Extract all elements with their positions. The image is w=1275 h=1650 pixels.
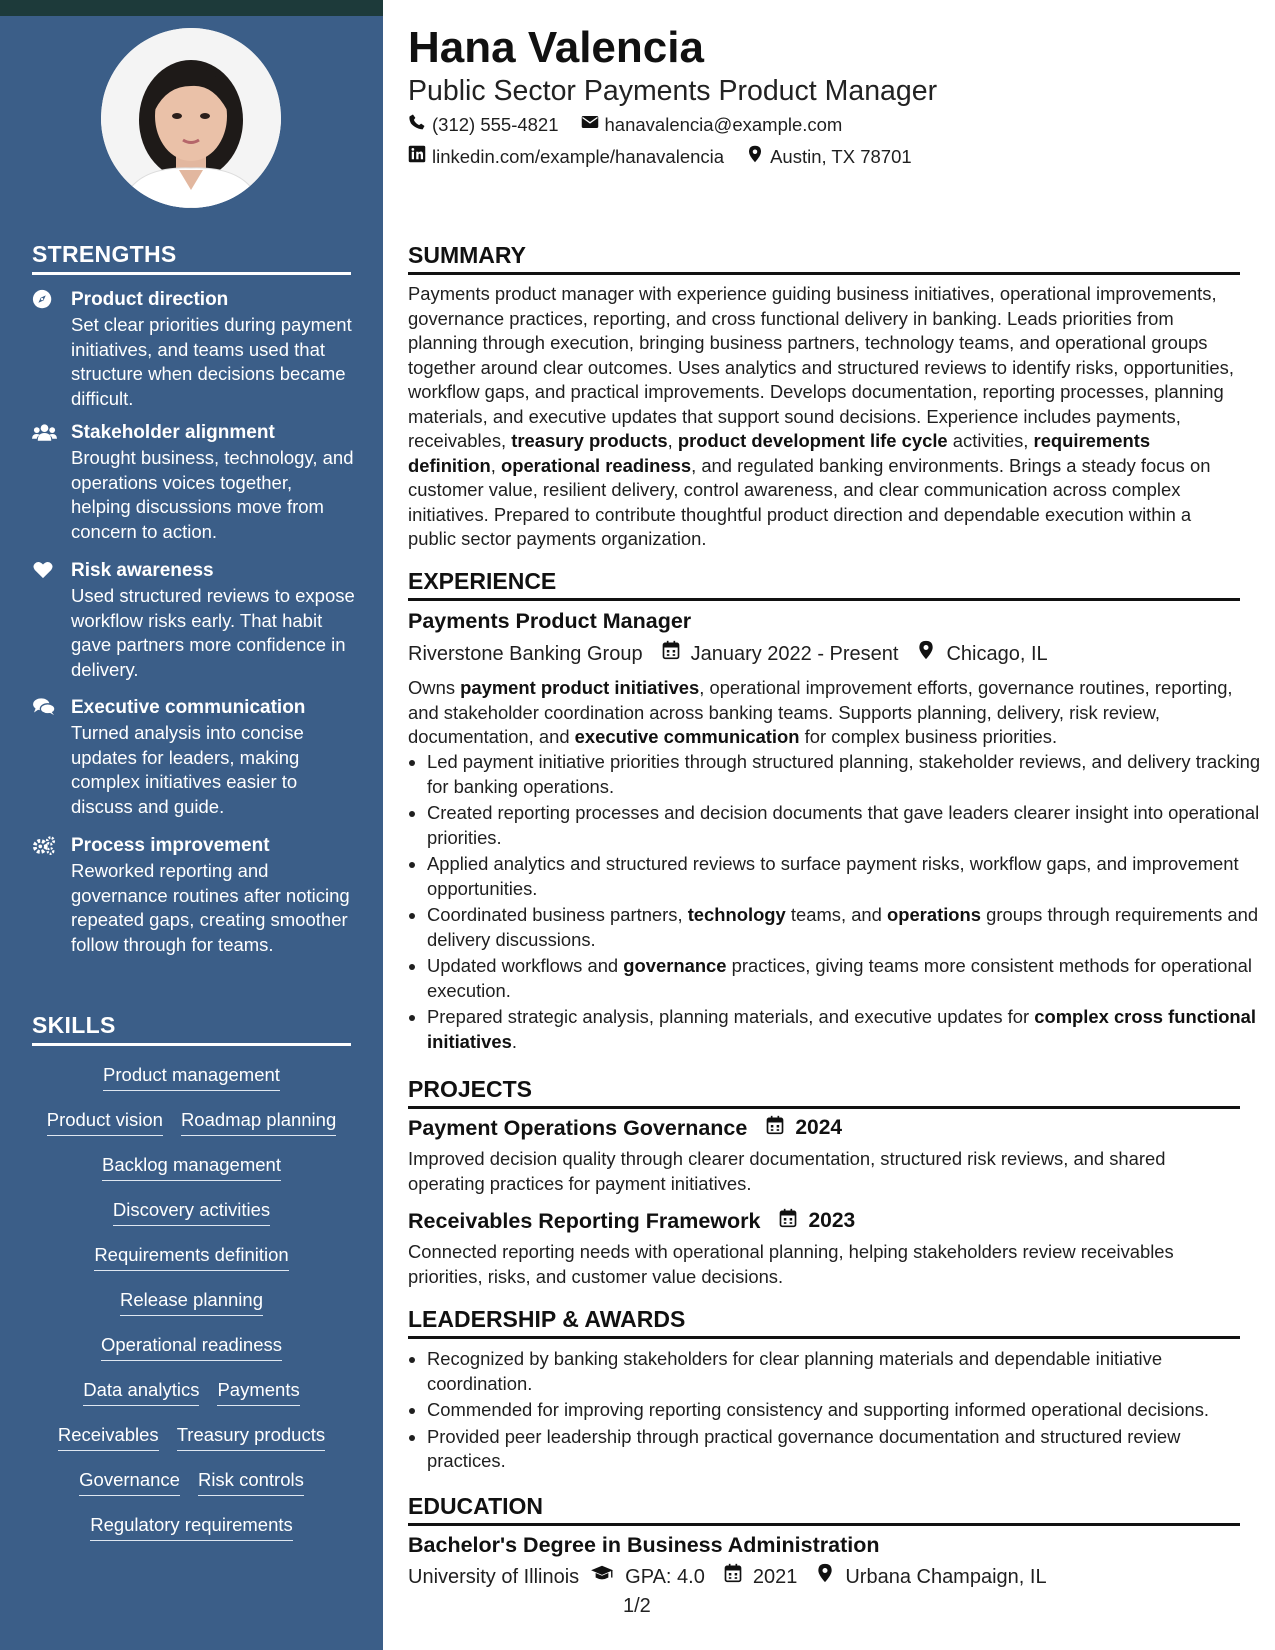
experience-bullets — [408, 750, 1262, 1056]
skills-row — [32, 1108, 351, 1136]
job-location: Chicago, IL — [946, 642, 1048, 665]
summary-heading: SUMMARY — [408, 241, 1240, 275]
profile-photo — [101, 28, 281, 208]
skills-row — [32, 1288, 351, 1316]
linkedin-link[interactable]: linkedin.com/example/hanavalencia — [432, 146, 725, 167]
education-location: Urbana Champaign, IL — [845, 1565, 1047, 1588]
project-title: Payment Operations Governance — [408, 1116, 748, 1140]
users-icon — [32, 422, 56, 444]
bullet-text: teams, and — [785, 904, 887, 925]
education-heading: EDUCATION — [408, 1492, 1240, 1526]
strength-title: Product direction — [71, 289, 229, 310]
job-title: Payments Product Manager — [408, 609, 692, 633]
list-item — [427, 852, 1262, 901]
summary-keyword: operational readiness — [500, 454, 692, 476]
skill-tag: Regulatory requirements — [90, 1513, 293, 1541]
job-keyword: payment product initiatives — [460, 677, 700, 698]
job-intro-part: , operational improvement efforts, governance routines, reporting, and stakeholder coordination across banking teams. Supports planning, delivery, risk review, documentation, and — [408, 677, 1233, 747]
bullet-text: Commended for improving reporting consistency and supporting informed operational decisions. — [427, 1399, 1210, 1420]
job-meta — [408, 640, 1048, 667]
graduation-cap-icon — [589, 1563, 625, 1590]
list-item — [427, 903, 1262, 952]
summary-keyword: product development life cycle — [677, 430, 948, 451]
summary-text-part: , — [490, 454, 501, 476]
awards-heading: LEADERSHIP & AWARDS — [408, 1305, 1240, 1339]
strengths-heading: STRENGTHS — [32, 241, 351, 275]
bullet-text: Applied analytics and structured reviews to surface payment risks, workflow gaps, and improvement opportunities. — [427, 853, 1239, 899]
bullet-text: . — [511, 1030, 517, 1052]
map-marker-icon — [916, 640, 946, 667]
phone-icon — [408, 113, 426, 137]
contact-row — [408, 145, 912, 169]
bullet-text: Recognized by banking stakeholders for clear planning materials and dependable initiative coordination. — [427, 1348, 1163, 1394]
compass-icon — [32, 289, 56, 311]
skills-row — [32, 1198, 351, 1226]
strength-description: Brought business, technology, and operations voices together, helping discussions move from concern to action. — [71, 447, 354, 542]
skills-row — [32, 1333, 351, 1361]
company-name: Riverstone Banking Group — [408, 642, 643, 665]
bullet-text: Provided peer leadership through practical governance documentation and structured review practices. — [427, 1425, 1181, 1471]
skill-tag: Receivables — [58, 1423, 159, 1451]
job-dates: January 2022 - Present — [690, 642, 899, 665]
location-text: Austin, TX 78701 — [770, 146, 912, 167]
skill-tag: Operational readiness — [101, 1333, 282, 1361]
candidate-title: Public Sector Payments Product Manager — [408, 75, 938, 107]
job-intro — [408, 676, 1243, 750]
project-year: 2023 — [808, 1209, 856, 1232]
summary-text — [408, 282, 1243, 552]
job-intro-part: Owns — [408, 677, 461, 698]
strength-title: Executive communication — [71, 697, 306, 718]
school-name: University of Illinois — [408, 1565, 580, 1588]
page-number: 1/2 — [623, 1595, 651, 1617]
project-description: Connected reporting needs with operational planning, helping stakeholders review receivables priorities, risks, and customer value decisions. — [408, 1241, 1174, 1287]
bullet-keyword: governance — [623, 955, 727, 976]
strength-title: Process improvement — [71, 835, 270, 856]
list-item — [427, 954, 1262, 1003]
bullet-text: practices, giving teams more consistent methods for operational execution. — [427, 955, 1252, 1001]
bullet-text: Created reporting processes and decision documents that gave leaders clearer insight into operational priorities. — [427, 802, 1260, 848]
education-meta — [408, 1563, 1047, 1590]
summary-keyword: requirements definition — [408, 430, 1151, 476]
bullet-text: Prepared strategic analysis, planning materials, and executive updates for — [427, 1006, 1035, 1027]
email-link[interactable]: hanavalencia@example.com — [604, 114, 843, 135]
job-intro-part: for complex business priorities. — [799, 726, 1058, 747]
skills-row — [32, 1153, 351, 1181]
bullet-text: groups through requirements and delivery discussions. — [427, 904, 1259, 950]
list-item — [427, 1425, 1262, 1474]
contact-row — [408, 113, 842, 137]
skill-tag: Product vision — [47, 1108, 163, 1136]
skills-row — [32, 1513, 351, 1541]
bullet-keyword: operations — [886, 904, 981, 925]
gpa-text: GPA: 4.0 — [625, 1565, 705, 1588]
calendar-icon — [723, 1563, 753, 1590]
strength-description: Used structured reviews to expose workflow risks early. That habit gave partners more confidence in delivery. — [71, 585, 355, 680]
skills-row — [32, 1063, 351, 1091]
project-title: Receivables Reporting Framework — [408, 1209, 761, 1233]
sidebar — [0, 16, 383, 1650]
calendar-icon — [778, 1208, 808, 1235]
bullet-keyword: technology — [687, 904, 786, 925]
phone-number[interactable]: (312) 555-4821 — [432, 114, 559, 135]
strength-description: Turned analysis into concise updates for leaders, making complex initiatives easier to discuss and guide. — [71, 722, 304, 817]
skill-tag: Discovery activities — [113, 1198, 270, 1226]
skill-tag: Product management — [103, 1063, 280, 1091]
bullet-text: Coordinated business partners, — [427, 904, 688, 925]
skill-tag: Treasury products — [177, 1423, 325, 1451]
map-marker-icon — [815, 1563, 845, 1590]
map-marker-icon — [746, 145, 764, 169]
strength-description: Reworked reporting and governance routines after noticing repeated gaps, creating smoother follow through for teams. — [71, 860, 350, 955]
skills-row — [32, 1468, 351, 1496]
summary-text-part: activities, — [947, 430, 1034, 451]
calendar-icon — [765, 1115, 795, 1142]
list-item — [427, 1398, 1262, 1423]
summary-keyword: treasury products — [511, 430, 668, 451]
cogs-icon — [32, 835, 56, 857]
calendar-icon — [661, 640, 691, 667]
skill-tag: Risk controls — [198, 1468, 304, 1496]
project-header — [408, 1114, 842, 1142]
linkedin-icon — [408, 145, 426, 169]
skills-heading: SKILLS — [32, 1012, 351, 1046]
heart-icon — [32, 560, 56, 582]
project-description: Improved decision quality through clearer documentation, structured risk reviews, and shared operating practices for payment initiatives. — [408, 1148, 1166, 1194]
strength-description: Set clear priorities during payment initiatives, and teams used that structure when decisions became difficult. — [71, 314, 352, 409]
list-item — [427, 750, 1262, 799]
summary-text-part: , and regulated banking environments. Brings a steady focus on customer value, resilient delivery, control awareness, and clear communication across complex initiatives. Prepared to contribute thoughtful product direction and dependable execution within a public sector payments organization. — [408, 454, 1211, 549]
skills-row — [32, 1423, 351, 1451]
list-item — [427, 801, 1262, 850]
bullet-keyword: complex cross functional initiatives — [427, 1006, 1256, 1052]
list-item — [427, 1005, 1262, 1054]
skill-tag: Requirements definition — [94, 1243, 288, 1271]
job-keyword: executive communication — [574, 726, 800, 747]
project-year: 2024 — [795, 1116, 843, 1139]
skill-tag: Data analytics — [83, 1378, 199, 1406]
skills-row — [32, 1243, 351, 1271]
envelope-icon — [581, 113, 599, 137]
awards-list — [408, 1347, 1262, 1476]
skill-tag: Backlog management — [102, 1153, 281, 1181]
skill-tag: Payments — [217, 1378, 299, 1406]
bullet-text: Updated workflows and — [427, 955, 624, 976]
candidate-name: Hana Valencia — [408, 23, 704, 72]
strength-title: Stakeholder alignment — [71, 422, 275, 443]
skills-row — [32, 1378, 351, 1406]
strength-title: Risk awareness — [71, 560, 214, 581]
comments-icon — [32, 697, 56, 719]
graduation-year: 2021 — [752, 1565, 798, 1588]
degree-title: Bachelor's Degree in Business Administration — [408, 1533, 880, 1557]
bullet-text: Led payment initiative priorities through structured planning, stakeholder reviews, and delivery tracking for banking operations. — [427, 751, 1261, 797]
top-accent-bar — [0, 0, 383, 16]
project-header — [408, 1207, 855, 1235]
projects-heading: PROJECTS — [408, 1075, 1240, 1109]
skill-tag: Governance — [79, 1468, 180, 1496]
summary-text-part: Payments product manager with experience guiding business initiatives, operational improvements, governance practices, reporting, and cross functional delivery in banking. Leads priorities from planning through execution, bringing business partners, technology teams, and operational groups together around clear outcomes. Uses analytics and structured reviews to identify risks, opportunities, workflow gaps, and practical improvements. Develops documentation, reporting processes, planning materials, and executive updates that support sound decisions. Experience includes payments, receivables, — [408, 283, 1234, 451]
summary-text-part: , — [667, 430, 678, 451]
list-item — [427, 1347, 1262, 1396]
skill-tag: Release planning — [120, 1288, 263, 1316]
experience-heading: EXPERIENCE — [408, 567, 1240, 601]
skill-tag: Roadmap planning — [181, 1108, 336, 1136]
